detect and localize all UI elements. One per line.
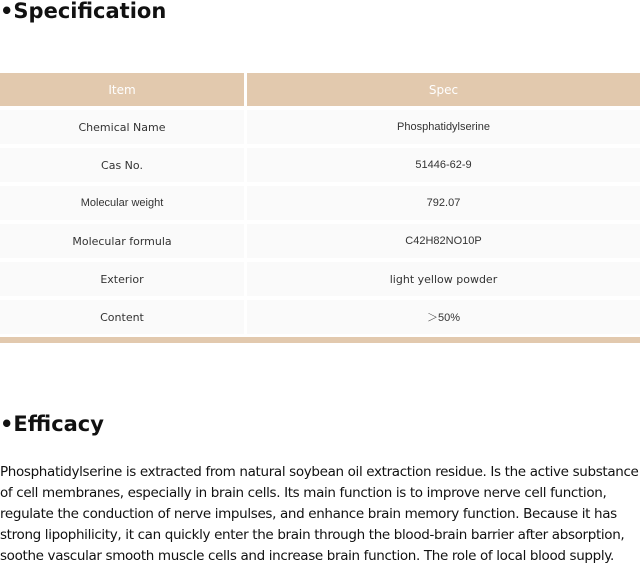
row-molecular-weight-value: 792.07: [247, 182, 640, 220]
specification-heading: •Specification: [0, 0, 167, 23]
row-chemical-name-value: Phosphatidylserine: [247, 106, 640, 144]
efficacy-paragraph: Phosphatidylserine is extracted from natural soybean oil extraction residue. Is the active substance of cell membranes, especially in brain cells. Its main function is to improve nerve cell function, regulate the conduction of nerve impulses, and enhance brain memory function. Because it has strong lipophilicity, it can quickly enter the brain through the blood-brain barrier after absorption, soothe vascular smooth muscle cells and increase brain function. The role of local blood supply.: [0, 464, 639, 564]
efficacy-heading: •Efficacy: [0, 412, 104, 436]
row-cas-no-value: 51446-62-9: [247, 144, 640, 182]
header-spec: Spec: [247, 73, 640, 106]
specification-table: [0, 73, 640, 334]
row-content-label: Content: [0, 296, 247, 334]
table-bottom-border: [0, 337, 640, 343]
row-molecular-formula-label: Molecular formula: [0, 220, 247, 258]
table-header-row: [0, 73, 640, 106]
row-exterior-label: Exterior: [0, 258, 247, 296]
row-molecular-formula-value: C42H82NO10P: [247, 220, 640, 258]
row-molecular-weight-label: Molecular weight: [0, 182, 247, 220]
table-row: [0, 106, 640, 144]
table-row: [0, 258, 640, 296]
table-row: [0, 220, 640, 258]
table-row: [0, 182, 640, 220]
row-chemical-name-label: Chemical Name: [0, 106, 247, 144]
row-content-value: ＞50%: [247, 296, 640, 334]
row-exterior-value: light yellow powder: [247, 258, 640, 296]
table-row: [0, 296, 640, 334]
table-row: [0, 144, 640, 182]
row-cas-no-label: Cas No.: [0, 144, 247, 182]
header-item: Item: [0, 73, 247, 106]
